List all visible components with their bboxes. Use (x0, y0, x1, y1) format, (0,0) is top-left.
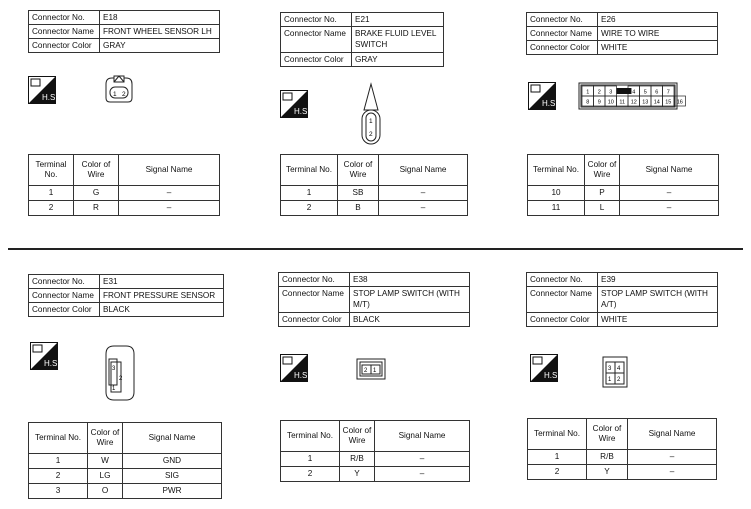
terminal-no: 1 (281, 452, 340, 467)
wire-color: B (338, 201, 379, 216)
connector-color: WHITE (598, 41, 718, 55)
pin-label: 2 (364, 368, 368, 374)
connector-name: FRONT WHEEL SENSOR LH (100, 25, 220, 39)
wire-color: O (88, 484, 123, 499)
connector-color: GRAY (352, 53, 444, 67)
pin-label: 1 (369, 118, 373, 125)
key-block (617, 88, 632, 94)
signal-name: – (628, 450, 717, 465)
table-row (29, 484, 222, 499)
signal-name: – (620, 201, 719, 216)
wire-color: SB (338, 186, 379, 201)
connector-info-table (28, 10, 220, 53)
signal-name: – (379, 186, 468, 201)
connector-face-diagram (100, 344, 140, 402)
connector-info-table (280, 12, 444, 67)
table-row (528, 465, 717, 480)
connector-no: E38 (350, 273, 470, 287)
connector-name-label: Connector Name (29, 25, 100, 39)
connector-no: E21 (352, 13, 444, 27)
terminal-no: 2 (281, 467, 340, 482)
pin-label: 4 (632, 89, 636, 96)
connector-name: FRONT PRESSURE SENSOR (100, 289, 224, 303)
wire-color: R (74, 201, 119, 216)
connector-no: E26 (598, 13, 718, 27)
header-color-of-wire: Color of Wire (340, 421, 375, 452)
connector-color: BLACK (100, 303, 224, 317)
pin-label: 16 (676, 99, 683, 106)
hs-icon (30, 342, 58, 370)
header-terminal-no: Terminal No. (528, 155, 585, 186)
pin-label: 5 (643, 89, 647, 96)
signal-name: – (375, 452, 470, 467)
signal-name: – (628, 465, 717, 480)
pin-label: 14 (653, 99, 660, 106)
connector-info-table (28, 274, 224, 317)
pin-label: 2 (119, 376, 123, 382)
pin-label: 3 (608, 366, 612, 372)
pin-label: 2 (597, 89, 601, 96)
signal-name: – (379, 201, 468, 216)
pin-label: 9 (597, 99, 601, 106)
connector-face-diagram (356, 82, 386, 146)
connector-color-label: Connector Color (281, 53, 352, 67)
terminal-no: 1 (281, 186, 338, 201)
table-row (281, 452, 470, 467)
hs-icon (528, 82, 556, 110)
terminal-no: 1 (528, 450, 587, 465)
table-row (281, 201, 468, 216)
connector-no-label: Connector No. (527, 13, 598, 27)
hs-icon (530, 354, 558, 382)
pin-label: 1 (112, 386, 116, 392)
signal-name: PWR (123, 484, 222, 499)
table-row (29, 469, 222, 484)
connector-no: E18 (100, 11, 220, 25)
terminal-table (280, 154, 468, 216)
connector-no-label: Connector No. (527, 273, 598, 287)
header-signal-name: Signal Name (119, 155, 220, 186)
pin-label: 15 (665, 99, 672, 106)
table-row (29, 186, 220, 201)
wire-color: G (74, 186, 119, 201)
table-row (281, 467, 470, 482)
connector-name-label: Connector Name (29, 289, 100, 303)
header-signal-name: Signal Name (123, 423, 222, 454)
header-color-of-wire: Color of Wire (74, 155, 119, 186)
wire-color: R/B (587, 450, 628, 465)
wire-color: L (585, 201, 620, 216)
terminal-no: 11 (528, 201, 585, 216)
connector-name: BRAKE FLUID LEVEL SWITCH (352, 27, 444, 53)
connector-color-label: Connector Color (527, 313, 598, 327)
header-terminal-no: Terminal No. (281, 155, 338, 186)
connector-name: STOP LAMP SWITCH (WITH M/T) (350, 287, 470, 313)
section-divider (8, 248, 743, 250)
header-terminal-no: Terminal No. (29, 423, 88, 454)
connector-name-label: Connector Name (279, 287, 350, 313)
pin-label: 2 (369, 131, 373, 138)
connector-info-table (278, 272, 470, 327)
connector-color-label: Connector Color (527, 41, 598, 55)
pin-label: 1 (608, 377, 612, 383)
terminal-no: 1 (29, 186, 74, 201)
connector-name: STOP LAMP SWITCH (WITH A/T) (598, 287, 718, 313)
pin-label: 13 (642, 99, 649, 106)
header-terminal-no: Terminal No. (29, 155, 74, 186)
connector-color-label: Connector Color (29, 303, 100, 317)
connector-face-diagram (356, 358, 386, 380)
connector-color-label: Connector Color (279, 313, 350, 327)
table-row (281, 186, 468, 201)
pin-label: 4 (617, 366, 621, 372)
terminal-no: 2 (29, 469, 88, 484)
table-row (29, 201, 220, 216)
hs-label: H.S. (294, 107, 310, 116)
hs-icon (280, 90, 308, 118)
pin-label: 1 (586, 89, 590, 96)
header-signal-name: Signal Name (375, 421, 470, 452)
terminal-table (28, 154, 220, 216)
pin-label: 2 (122, 91, 126, 98)
pin-label: 1 (373, 368, 377, 374)
connector-info-table (526, 12, 718, 55)
wire-color: P (585, 186, 620, 201)
pin-label: 1 (113, 91, 117, 98)
connector-info-table (526, 272, 718, 327)
table-row (29, 454, 222, 469)
connector-no-label: Connector No. (29, 11, 100, 25)
connector-no-label: Connector No. (279, 273, 350, 287)
table-row (528, 186, 719, 201)
header-terminal-no: Terminal No. (281, 421, 340, 452)
header-color-of-wire: Color of Wire (587, 419, 628, 450)
pin-label: 3 (112, 366, 116, 372)
hs-label: H.S. (542, 99, 558, 108)
connector-color: GRAY (100, 39, 220, 53)
signal-name: – (119, 201, 220, 216)
connector-no-label: Connector No. (281, 13, 352, 27)
terminal-no: 2 (29, 201, 74, 216)
header-signal-name: Signal Name (379, 155, 468, 186)
wire-color: Y (340, 467, 375, 482)
table-row (528, 450, 717, 465)
signal-name: – (119, 186, 220, 201)
header-color-of-wire: Color of Wire (88, 423, 123, 454)
connector-no: E39 (598, 273, 718, 287)
hs-label: H.S. (544, 371, 560, 380)
header-signal-name: Signal Name (620, 155, 719, 186)
connector-no: E31 (100, 275, 224, 289)
wire-color: R/B (340, 452, 375, 467)
terminal-no: 2 (528, 465, 587, 480)
pin-label: 8 (586, 99, 590, 106)
terminal-no: 3 (29, 484, 88, 499)
wire-color: LG (88, 469, 123, 484)
connector-no-label: Connector No. (29, 275, 100, 289)
pin-label: 2 (617, 377, 621, 383)
hs-icon (280, 354, 308, 382)
signal-name: GND (123, 454, 222, 469)
pin-label: 10 (607, 99, 614, 106)
connector-name-label: Connector Name (281, 27, 352, 53)
pin-label: 11 (619, 99, 626, 106)
header-terminal-no: Terminal No. (528, 419, 587, 450)
header-signal-name: Signal Name (628, 419, 717, 450)
connector-name: WIRE TO WIRE (598, 27, 718, 41)
header-color-of-wire: Color of Wire (585, 155, 620, 186)
connector-name-label: Connector Name (527, 27, 598, 41)
wire-color: Y (587, 465, 628, 480)
connector-face-diagram (602, 356, 628, 388)
terminal-table (527, 154, 719, 216)
hs-icon (28, 76, 56, 104)
connector-color-label: Connector Color (29, 39, 100, 53)
header-color-of-wire: Color of Wire (338, 155, 379, 186)
signal-name: SIG (123, 469, 222, 484)
hs-label: H.S. (42, 93, 58, 102)
terminal-table (527, 418, 717, 480)
terminal-no: 10 (528, 186, 585, 201)
terminal-table (280, 420, 470, 482)
hs-label: H.S. (294, 371, 310, 380)
wire-color: W (88, 454, 123, 469)
connector-face-diagram (578, 82, 683, 110)
signal-name: – (620, 186, 719, 201)
connector-face-diagram (100, 74, 138, 104)
connector-name-label: Connector Name (527, 287, 598, 313)
terminal-no: 2 (281, 201, 338, 216)
pin-label: 7 (666, 89, 670, 96)
pin-label: 12 (630, 99, 637, 106)
hs-label: H.S. (44, 359, 60, 368)
pin-grid (582, 86, 686, 106)
pin-label: 3 (609, 89, 613, 96)
table-row (528, 201, 719, 216)
connector-color: WHITE (598, 313, 718, 327)
signal-name: – (375, 467, 470, 482)
pin-label: 6 (655, 89, 659, 96)
terminal-no: 1 (29, 454, 88, 469)
connector-color: BLACK (350, 313, 470, 327)
terminal-table (28, 422, 222, 499)
